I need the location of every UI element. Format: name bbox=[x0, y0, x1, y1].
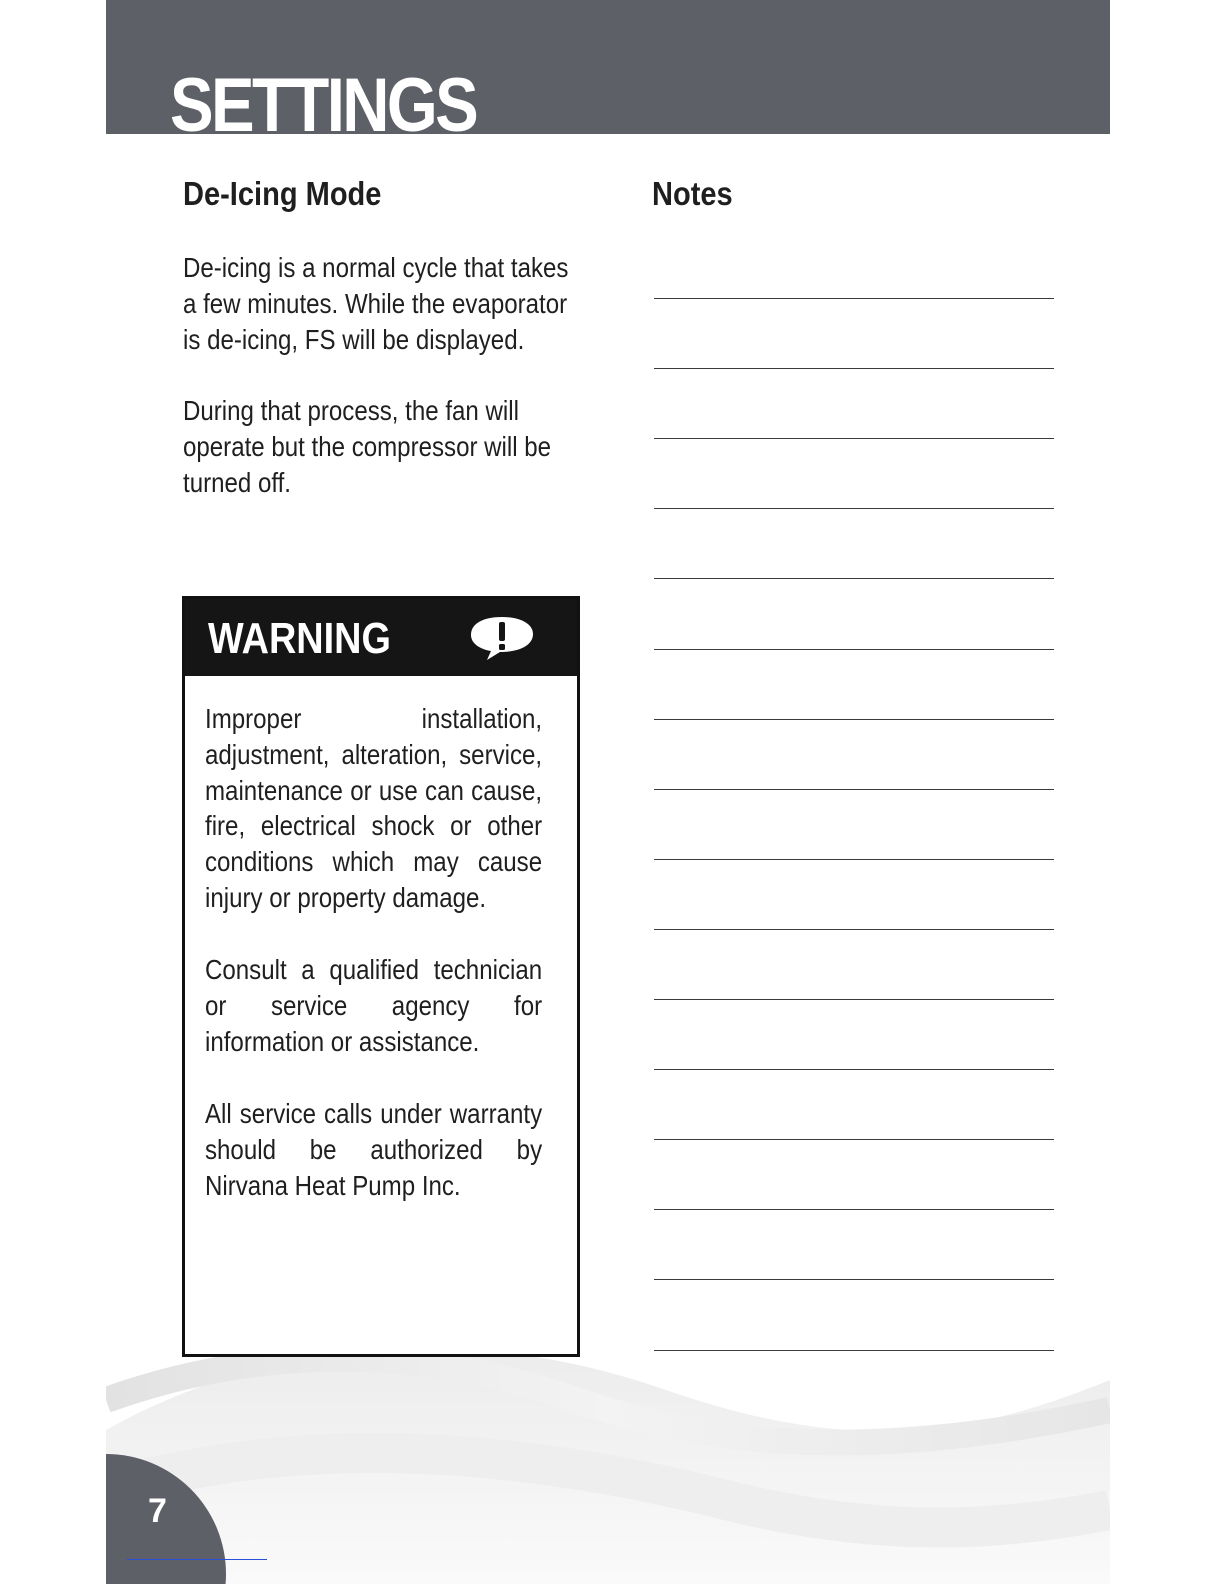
notes-line bbox=[654, 438, 1054, 439]
notes-line bbox=[654, 1209, 1054, 1210]
footer-link-underline[interactable] bbox=[127, 1559, 267, 1560]
warning-paragraph-3: All service calls under warranty should be authorized by Nirvana Heat Pump Inc. bbox=[205, 1098, 543, 1201]
notes-line bbox=[654, 789, 1054, 790]
notes-line bbox=[654, 999, 1054, 1000]
deicing-heading: De-Icing Mode bbox=[183, 175, 382, 212]
notes-line bbox=[654, 1350, 1054, 1351]
manual-page bbox=[106, 0, 1110, 1584]
deicing-paragraph-2: During that process, the fan will operate but the compressor will be turned off. bbox=[183, 395, 552, 498]
notes-line bbox=[654, 859, 1054, 860]
notes-line bbox=[654, 649, 1054, 650]
header-band bbox=[106, 0, 1110, 134]
page-title: SETTINGS bbox=[170, 63, 477, 134]
warning-paragraph-1: Improper installation, adjustment, alteration, service, maintenance or use can cause, fire, electrical shock or other conditions which may cause injury or property damage. bbox=[205, 703, 543, 913]
notes-line bbox=[654, 508, 1054, 509]
notes-line bbox=[654, 929, 1054, 930]
warning-paragraph-2: Consult a qualified technician or service agency for information or assistance. bbox=[205, 954, 543, 1057]
notes-line bbox=[654, 578, 1054, 579]
page-number: 7 bbox=[148, 1492, 167, 1530]
notes-line bbox=[654, 368, 1054, 369]
notes-line bbox=[654, 1069, 1054, 1070]
warning-header bbox=[185, 599, 577, 676]
deicing-paragraph-1: De-icing is a normal cycle that takes a few minutes. While the evaporator is de-icing, FS will be displayed. bbox=[183, 252, 569, 355]
notes-line bbox=[654, 1279, 1054, 1280]
notes-heading: Notes bbox=[652, 175, 733, 212]
notes-line bbox=[654, 298, 1054, 299]
warning-box bbox=[182, 596, 580, 1357]
notes-line bbox=[654, 719, 1054, 720]
notes-line bbox=[654, 1139, 1054, 1140]
warning-title: WARNING bbox=[208, 614, 391, 663]
exclamation-speech-bubble-icon bbox=[467, 613, 537, 661]
